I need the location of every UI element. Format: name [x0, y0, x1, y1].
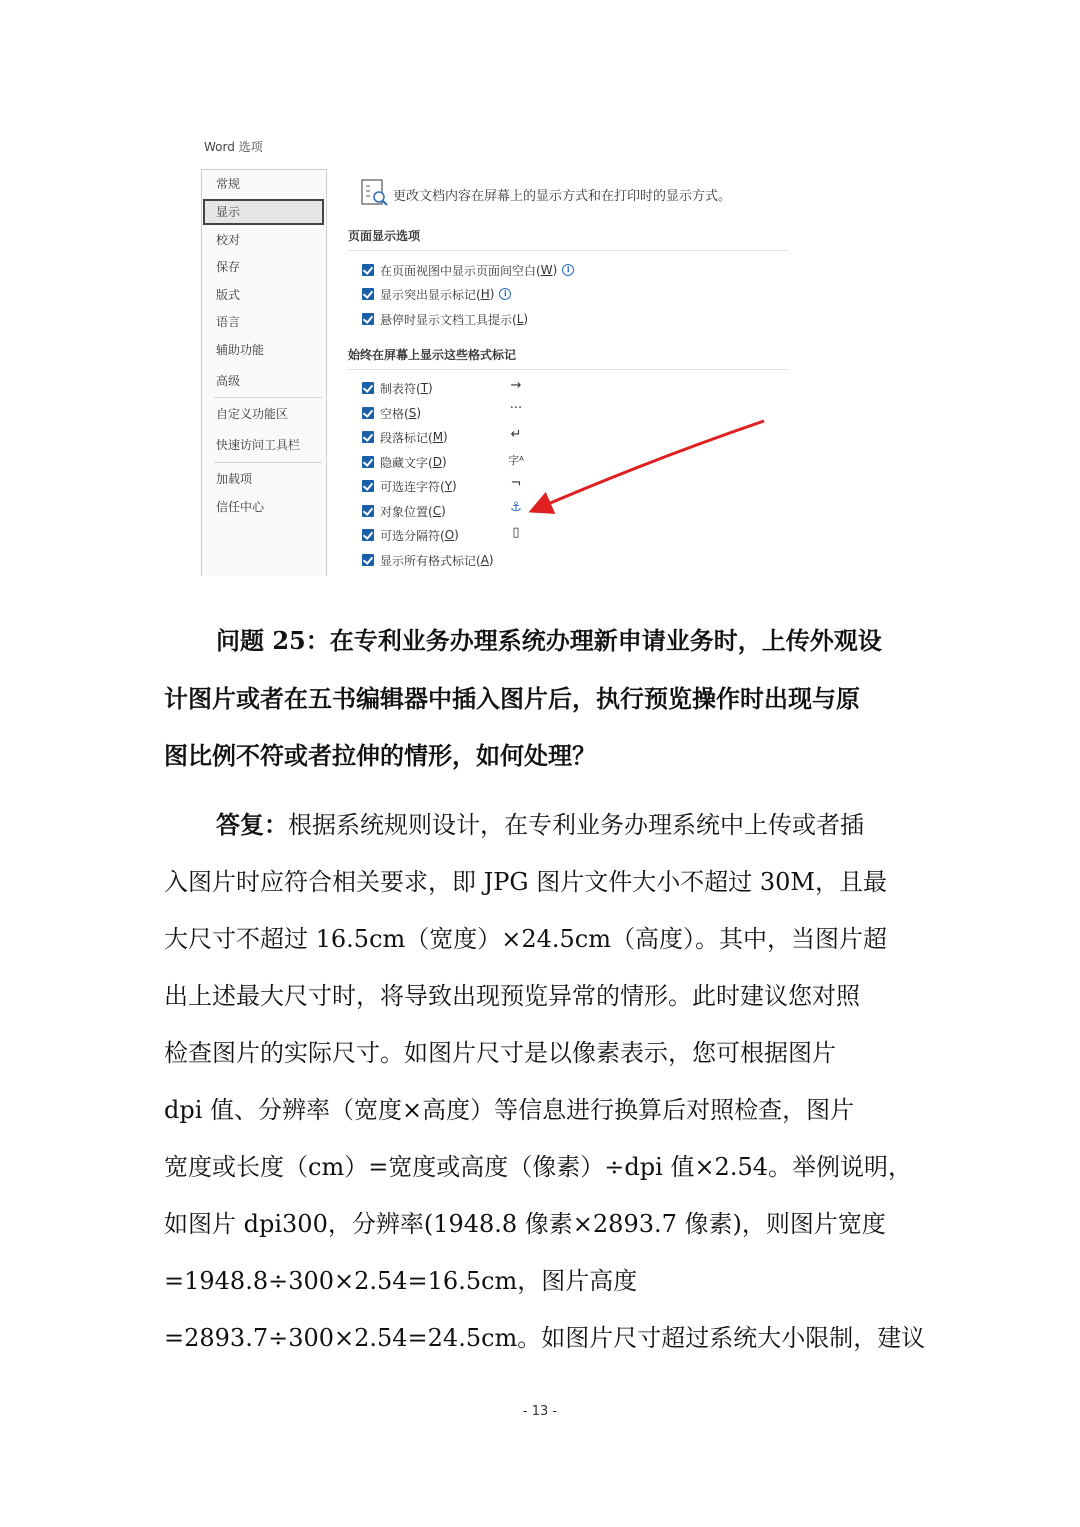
- option-accesskey: H: [480, 287, 490, 301]
- option-hidden-text[interactable]: [362, 454, 447, 470]
- space-dots-icon: ···: [509, 401, 523, 416]
- optional-break-icon: ▯: [512, 525, 520, 540]
- sidebar-item-advanced[interactable]: 高级: [216, 374, 241, 388]
- option-accesskey: L: [516, 312, 524, 326]
- option-show-highlighter[interactable]: [362, 286, 511, 302]
- option-spaces[interactable]: [362, 405, 421, 421]
- option-accesskey: Y: [444, 479, 453, 493]
- option-label: 段落标记(: [380, 430, 433, 445]
- checkbox-checked[interactable]: [362, 382, 374, 394]
- option-show-tooltips[interactable]: [362, 311, 528, 327]
- option-label: 在页面视图中显示页面间空白(: [380, 263, 541, 278]
- option-label: 可选分隔符(: [380, 528, 445, 543]
- option-label: 显示所有格式标记(: [380, 553, 481, 568]
- option-paren: ): [428, 381, 433, 395]
- sidebar-item-quick-access-toolbar[interactable]: 快速访问工具栏: [216, 438, 301, 452]
- sidebar-item-layout[interactable]: 版式: [216, 288, 241, 302]
- option-paren: ): [443, 430, 448, 444]
- answer-line: 检查图片的实际尺寸。如图片尺寸是以像素表示，您可根据图片: [164, 1039, 836, 1067]
- checkbox-checked[interactable]: [362, 554, 374, 566]
- checkbox-checked[interactable]: [362, 529, 374, 541]
- question-paragraph: [164, 612, 924, 784]
- section-divider: [348, 369, 788, 370]
- question-text: 在专利业务办理系统办理新申请业务时，上传外观设: [329, 626, 882, 655]
- sidebar-divider: [214, 397, 322, 398]
- answer-line: 宽度或长度（cm）=宽度或高度（像素）÷dpi 值×2.54。举例说明，: [164, 1153, 912, 1181]
- option-label: 显示突出显示标记(: [380, 287, 481, 302]
- option-tab-characters[interactable]: [362, 380, 433, 396]
- sidebar-item-customize-ribbon[interactable]: 自定义功能区: [216, 407, 289, 421]
- checkbox-checked[interactable]: [362, 456, 374, 468]
- checkbox-checked[interactable]: [362, 505, 374, 517]
- option-show-all-marks[interactable]: [362, 552, 494, 568]
- answer-line: 大尺寸不超过 16.5cm（宽度）×24.5cm（高度）。其中，当图片超: [164, 925, 888, 953]
- option-paren: ): [552, 263, 558, 277]
- option-label: 隐藏文字(: [380, 455, 433, 470]
- option-paren: ): [452, 479, 457, 493]
- dialog-title: Word 选项: [204, 140, 263, 154]
- option-paren: ): [523, 312, 529, 326]
- option-paren: ): [441, 455, 447, 469]
- tab-arrow-icon: →: [510, 378, 522, 393]
- answer-line: 入图片时应符合相关要求，即 JPG 图片文件大小不超过 30M，且最: [164, 868, 887, 896]
- option-accesskey: T: [420, 381, 429, 395]
- paragraph-mark-icon: ↵: [510, 427, 522, 442]
- checkbox-checked[interactable]: [362, 431, 374, 443]
- option-label: 空格(: [380, 406, 409, 421]
- checkbox-checked[interactable]: [362, 288, 374, 300]
- sidebar-item-trust-center[interactable]: 信任中心: [216, 500, 265, 514]
- sidebar-item-save[interactable]: 保存: [216, 260, 241, 274]
- question-line: 计图片或者在五书编辑器中插入图片后，执行预览操作时出现与原: [164, 684, 860, 713]
- option-accesskey: W: [540, 263, 553, 277]
- option-label: 对象位置(: [380, 504, 433, 519]
- question-label: 问题 25：: [216, 626, 330, 655]
- section-title-page-display: 页面显示选项: [348, 229, 421, 243]
- hidden-text-icon: 字ᴬ: [508, 454, 524, 467]
- annotation-arrow: [0, 0, 1080, 600]
- checkbox-checked[interactable]: [362, 480, 374, 492]
- optional-hyphen-icon: ¬: [510, 476, 522, 491]
- display-description: 更改文档内容在屏幕上的显示方式和在打印时的显示方式。: [393, 189, 732, 204]
- option-accesskey: C: [432, 504, 442, 518]
- sidebar-item-add-ins[interactable]: 加载项: [216, 472, 253, 486]
- option-optional-hyphens[interactable]: [362, 478, 457, 494]
- option-accesskey: D: [432, 455, 442, 469]
- checkbox-checked[interactable]: [362, 407, 374, 419]
- option-label: 悬停时显示文档工具提示(: [380, 312, 517, 327]
- sidebar-divider: [214, 462, 322, 463]
- question-line: 图比例不符或者拉伸的情形，如何处理？: [164, 741, 596, 770]
- option-paren: ): [416, 406, 421, 420]
- info-icon[interactable]: i: [562, 264, 574, 276]
- option-accesskey: A: [480, 553, 489, 567]
- option-accesskey: O: [444, 528, 455, 542]
- anchor-icon: ⚓: [510, 500, 522, 515]
- display-settings-icon: [360, 178, 390, 208]
- answer-paragraph: [164, 796, 924, 1367]
- section-title-formatting-marks: 始终在屏幕上显示这些格式标记: [348, 348, 517, 362]
- answer-line: [164, 796, 924, 854]
- sidebar-item-accessibility[interactable]: 辅助功能: [216, 343, 265, 357]
- option-accesskey: S: [408, 406, 417, 420]
- option-paren: ): [441, 504, 446, 518]
- answer-line: dpi 值、分辨率（宽度×高度）等信息进行换算后对照检查，图片: [164, 1096, 855, 1124]
- answer-line: =2893.7÷300×2.54=24.5cm。如图片尺寸超过系统大小限制，建议: [164, 1324, 926, 1352]
- sidebar-item-proofing[interactable]: 校对: [216, 233, 241, 247]
- option-optional-breaks[interactable]: [362, 527, 459, 543]
- answer-label: 答复：: [216, 810, 288, 839]
- page-number: - 13 -: [522, 1404, 558, 1419]
- sidebar-item-general[interactable]: 常规: [216, 177, 241, 191]
- sidebar-item-language[interactable]: 语言: [216, 315, 241, 329]
- option-object-anchors[interactable]: [362, 503, 446, 519]
- option-paren: ): [454, 528, 459, 542]
- option-label: 可选连字符(: [380, 479, 445, 494]
- info-icon[interactable]: i: [499, 288, 511, 300]
- option-label: 制表符(: [380, 381, 421, 396]
- answer-text: 根据系统规则设计，在专利业务办理系统中上传或者插: [288, 811, 864, 839]
- option-paren: ): [488, 553, 494, 567]
- answer-line: =1948.8÷300×2.54=16.5cm，图片高度: [164, 1267, 638, 1295]
- option-accesskey: M: [432, 430, 444, 444]
- section-divider: [348, 250, 788, 251]
- options-sidebar: [201, 169, 327, 576]
- checkbox-checked[interactable]: [362, 264, 374, 276]
- checkbox-checked[interactable]: [362, 313, 374, 325]
- sidebar-item-display[interactable]: 显示: [203, 199, 324, 225]
- option-paren: ): [489, 287, 495, 301]
- question-line: [164, 612, 924, 670]
- answer-line: 如图片 dpi300，分辨率(1948.8 像素×2893.7 像素)，则图片宽度: [164, 1210, 886, 1238]
- option-paragraph-marks[interactable]: [362, 429, 448, 445]
- option-show-whitespace[interactable]: [362, 262, 574, 278]
- answer-line: 出上述最大尺寸时，将导致出现预览异常的情形。此时建议您对照: [164, 982, 860, 1010]
